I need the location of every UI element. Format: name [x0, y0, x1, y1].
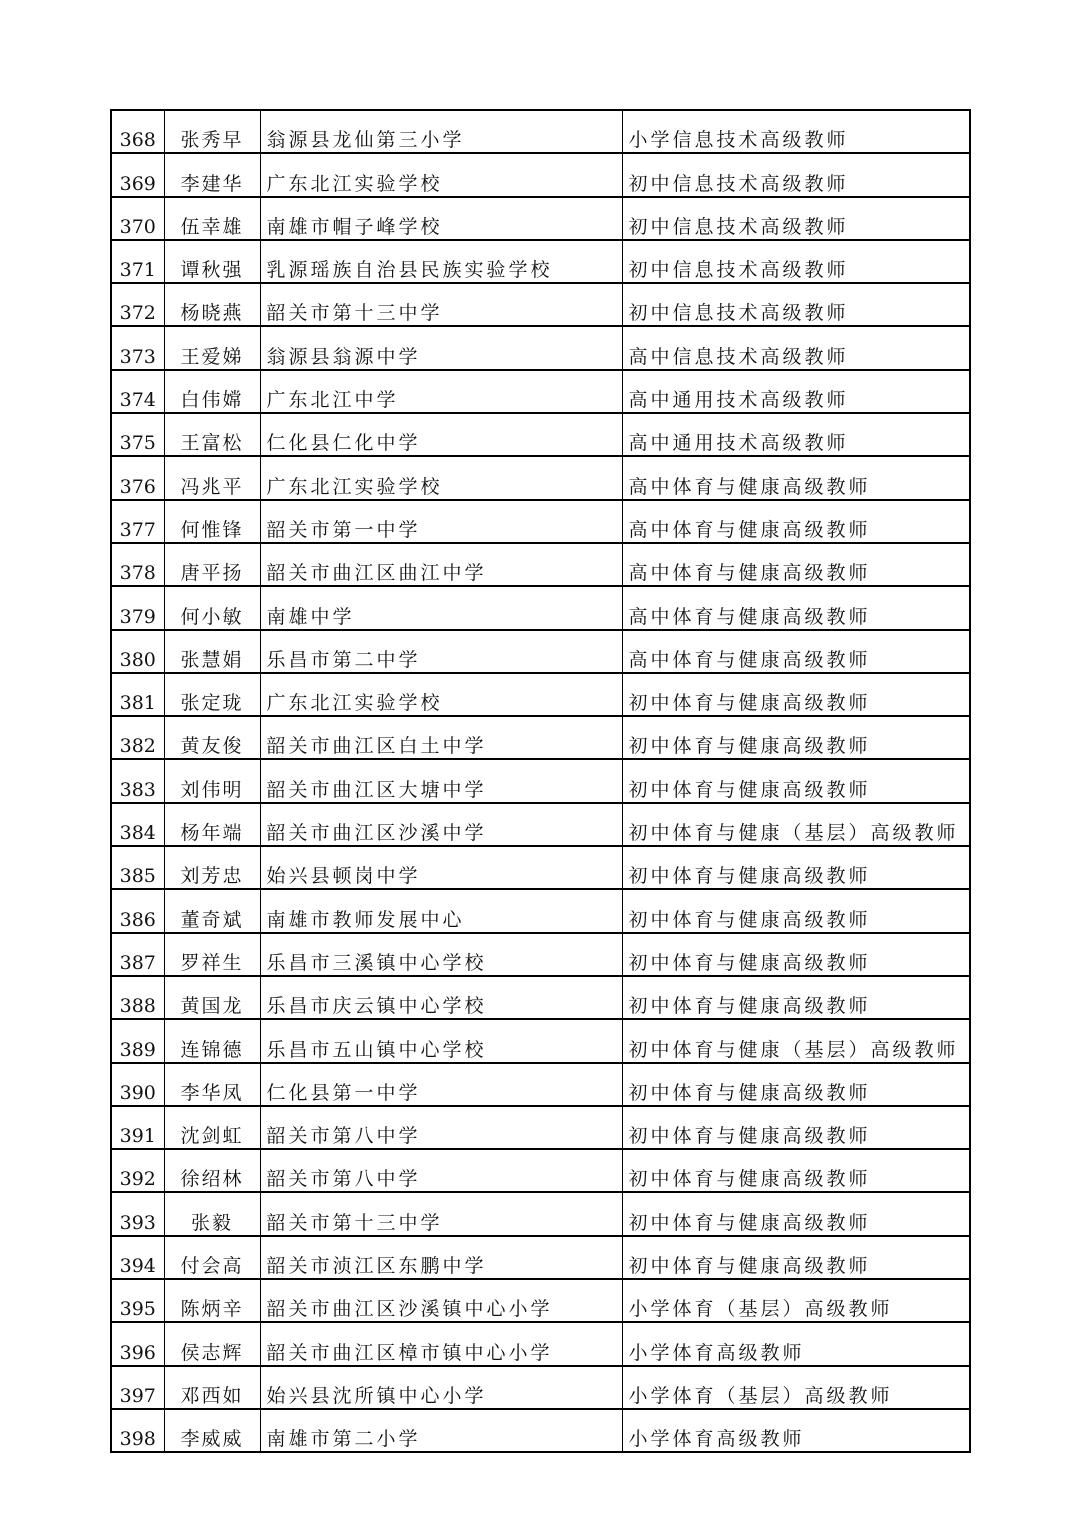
teacher-name-cell: 杨年端 [164, 803, 260, 846]
professional-title-cell: 小学信息技术高级教师 [622, 110, 970, 153]
school-cell: 广东北江实验学校 [260, 673, 622, 716]
teacher-name-cell: 何惟锋 [164, 500, 260, 543]
row-number-cell: 391 [111, 1106, 164, 1149]
teacher-name-cell: 侯志辉 [164, 1322, 260, 1365]
row-number-cell: 393 [111, 1192, 164, 1235]
teacher-name-cell: 付会高 [164, 1236, 260, 1279]
row-number-cell: 396 [111, 1322, 164, 1365]
professional-title-cell: 初中信息技术高级教师 [622, 153, 970, 196]
teacher-name-cell: 王爱娣 [164, 326, 260, 369]
professional-title-cell: 小学体育（基层）高级教师 [622, 1279, 970, 1322]
school-cell: 仁化县第一中学 [260, 1063, 622, 1106]
professional-title-cell: 初中信息技术高级教师 [622, 283, 970, 326]
teacher-name-cell: 沈剑虹 [164, 1106, 260, 1149]
school-cell: 乐昌市庆云镇中心学校 [260, 976, 622, 1019]
table-row [111, 456, 970, 499]
teacher-name-cell: 张秀早 [164, 110, 260, 153]
table-row [111, 283, 970, 326]
professional-title-cell: 小学体育高级教师 [622, 1409, 970, 1452]
table-row [111, 1192, 970, 1235]
row-number-cell: 382 [111, 716, 164, 759]
school-cell: 韶关市第十三中学 [260, 1192, 622, 1235]
table-row [111, 1236, 970, 1279]
teacher-name-cell: 李华凤 [164, 1063, 260, 1106]
professional-title-cell: 高中体育与健康高级教师 [622, 630, 970, 673]
table-row [111, 716, 970, 759]
school-cell: 韶关市浈江区东鹏中学 [260, 1236, 622, 1279]
row-number-cell: 368 [111, 110, 164, 153]
professional-title-cell: 初中体育与健康高级教师 [622, 933, 970, 976]
table-row [111, 803, 970, 846]
school-cell: 韶关市曲江区曲江中学 [260, 543, 622, 586]
row-number-cell: 394 [111, 1236, 164, 1279]
teacher-name-cell: 王富松 [164, 413, 260, 456]
row-number-cell: 395 [111, 1279, 164, 1322]
school-cell: 韶关市第八中学 [260, 1149, 622, 1192]
teacher-name-cell: 董奇斌 [164, 889, 260, 932]
row-number-cell: 387 [111, 933, 164, 976]
row-number-cell: 370 [111, 197, 164, 240]
professional-title-cell: 初中体育与健康（基层）高级教师 [622, 803, 970, 846]
professional-title-cell: 初中体育与健康高级教师 [622, 1236, 970, 1279]
professional-title-cell: 初中信息技术高级教师 [622, 240, 970, 283]
school-cell: 广东北江实验学校 [260, 153, 622, 196]
teacher-name-cell: 邓西如 [164, 1366, 260, 1409]
table-row [111, 543, 970, 586]
table-row [111, 326, 970, 369]
row-number-cell: 377 [111, 500, 164, 543]
school-cell: 翁源县翁源中学 [260, 326, 622, 369]
row-number-cell: 388 [111, 976, 164, 1019]
professional-title-cell: 初中体育与健康高级教师 [622, 1106, 970, 1149]
row-number-cell: 392 [111, 1149, 164, 1192]
row-number-cell: 384 [111, 803, 164, 846]
table-row [111, 1322, 970, 1365]
teacher-name-cell: 何小敏 [164, 586, 260, 629]
professional-title-cell: 高中信息技术高级教师 [622, 326, 970, 369]
row-number-cell: 369 [111, 153, 164, 196]
teacher-name-cell: 黄国龙 [164, 976, 260, 1019]
school-cell: 南雄中学 [260, 586, 622, 629]
table-row [111, 1149, 970, 1192]
table-row [111, 630, 970, 673]
table-row [111, 846, 970, 889]
table-row [111, 976, 970, 1019]
teacher-name-cell: 李威威 [164, 1409, 260, 1452]
row-number-cell: 378 [111, 543, 164, 586]
school-cell: 广东北江实验学校 [260, 456, 622, 499]
table-row [111, 1279, 970, 1322]
school-cell: 乐昌市第二中学 [260, 630, 622, 673]
table-row [111, 413, 970, 456]
school-cell: 仁化县仁化中学 [260, 413, 622, 456]
professional-title-cell: 小学体育高级教师 [622, 1322, 970, 1365]
professional-title-cell: 高中通用技术高级教师 [622, 413, 970, 456]
professional-title-cell: 初中体育与健康高级教师 [622, 1063, 970, 1106]
table-row [111, 673, 970, 716]
teacher-name-cell: 刘芳忠 [164, 846, 260, 889]
school-cell: 韶关市第八中学 [260, 1106, 622, 1149]
table-body [111, 110, 970, 1452]
row-number-cell: 380 [111, 630, 164, 673]
teacher-name-cell: 刘伟明 [164, 759, 260, 802]
teacher-name-cell: 张慧娟 [164, 630, 260, 673]
teacher-name-cell: 谭秋强 [164, 240, 260, 283]
teacher-name-cell: 冯兆平 [164, 456, 260, 499]
teacher-name-cell: 张毅 [164, 1192, 260, 1235]
table-row [111, 370, 970, 413]
teacher-name-cell: 唐平扬 [164, 543, 260, 586]
teacher-name-cell: 黄友俊 [164, 716, 260, 759]
row-number-cell: 374 [111, 370, 164, 413]
professional-title-cell: 初中体育与健康高级教师 [622, 673, 970, 716]
school-cell: 韶关市第十三中学 [260, 283, 622, 326]
school-cell: 乐昌市三溪镇中心学校 [260, 933, 622, 976]
row-number-cell: 398 [111, 1409, 164, 1452]
table-row [111, 1366, 970, 1409]
school-cell: 南雄市帽子峰学校 [260, 197, 622, 240]
row-number-cell: 397 [111, 1366, 164, 1409]
professional-title-cell: 初中体育与健康高级教师 [622, 1149, 970, 1192]
table-row [111, 933, 970, 976]
teacher-name-cell: 连锦德 [164, 1019, 260, 1062]
school-cell: 始兴县沈所镇中心小学 [260, 1366, 622, 1409]
school-cell: 南雄市教师发展中心 [260, 889, 622, 932]
professional-title-cell: 高中体育与健康高级教师 [622, 586, 970, 629]
table-row [111, 240, 970, 283]
row-number-cell: 390 [111, 1063, 164, 1106]
teacher-name-cell: 张定珑 [164, 673, 260, 716]
professional-title-cell: 小学体育（基层）高级教师 [622, 1366, 970, 1409]
school-cell: 始兴县顿岗中学 [260, 846, 622, 889]
row-number-cell: 379 [111, 586, 164, 629]
school-cell: 广东北江中学 [260, 370, 622, 413]
table-row [111, 500, 970, 543]
table-row [111, 1409, 970, 1452]
professional-title-cell: 高中体育与健康高级教师 [622, 500, 970, 543]
school-cell: 韶关市第一中学 [260, 500, 622, 543]
professional-title-cell: 初中体育与健康高级教师 [622, 759, 970, 802]
table-row [111, 110, 970, 153]
row-number-cell: 385 [111, 846, 164, 889]
teacher-name-cell: 李建华 [164, 153, 260, 196]
school-cell: 韶关市曲江区沙溪中学 [260, 803, 622, 846]
teacher-list-table [110, 109, 971, 1453]
table-row [111, 586, 970, 629]
table-row [111, 1019, 970, 1062]
school-cell: 韶关市曲江区樟市镇中心小学 [260, 1322, 622, 1365]
row-number-cell: 389 [111, 1019, 164, 1062]
table-row [111, 759, 970, 802]
professional-title-cell: 初中体育与健康高级教师 [622, 846, 970, 889]
school-cell: 乳源瑶族自治县民族实验学校 [260, 240, 622, 283]
professional-title-cell: 初中体育与健康高级教师 [622, 889, 970, 932]
school-cell: 韶关市曲江区大塘中学 [260, 759, 622, 802]
teacher-name-cell: 罗祥生 [164, 933, 260, 976]
row-number-cell: 381 [111, 673, 164, 716]
teacher-name-cell: 伍幸雄 [164, 197, 260, 240]
table-row [111, 1106, 970, 1149]
table-row [111, 889, 970, 932]
professional-title-cell: 初中体育与健康高级教师 [622, 1192, 970, 1235]
school-cell: 翁源县龙仙第三小学 [260, 110, 622, 153]
row-number-cell: 376 [111, 456, 164, 499]
row-number-cell: 386 [111, 889, 164, 932]
teacher-name-cell: 白伟嫦 [164, 370, 260, 413]
teacher-name-cell: 杨晓燕 [164, 283, 260, 326]
row-number-cell: 375 [111, 413, 164, 456]
row-number-cell: 371 [111, 240, 164, 283]
school-cell: 韶关市曲江区白土中学 [260, 716, 622, 759]
professional-title-cell: 高中体育与健康高级教师 [622, 456, 970, 499]
professional-title-cell: 初中体育与健康高级教师 [622, 976, 970, 1019]
row-number-cell: 383 [111, 759, 164, 802]
professional-title-cell: 高中通用技术高级教师 [622, 370, 970, 413]
professional-title-cell: 初中体育与健康（基层）高级教师 [622, 1019, 970, 1062]
row-number-cell: 372 [111, 283, 164, 326]
school-cell: 乐昌市五山镇中心学校 [260, 1019, 622, 1062]
school-cell: 韶关市曲江区沙溪镇中心小学 [260, 1279, 622, 1322]
professional-title-cell: 初中信息技术高级教师 [622, 197, 970, 240]
table-row [111, 197, 970, 240]
professional-title-cell: 初中体育与健康高级教师 [622, 716, 970, 759]
teacher-name-cell: 徐绍林 [164, 1149, 260, 1192]
professional-title-cell: 高中体育与健康高级教师 [622, 543, 970, 586]
table-row [111, 1063, 970, 1106]
row-number-cell: 373 [111, 326, 164, 369]
table-row [111, 153, 970, 196]
school-cell: 南雄市第二小学 [260, 1409, 622, 1452]
teacher-name-cell: 陈炳辛 [164, 1279, 260, 1322]
